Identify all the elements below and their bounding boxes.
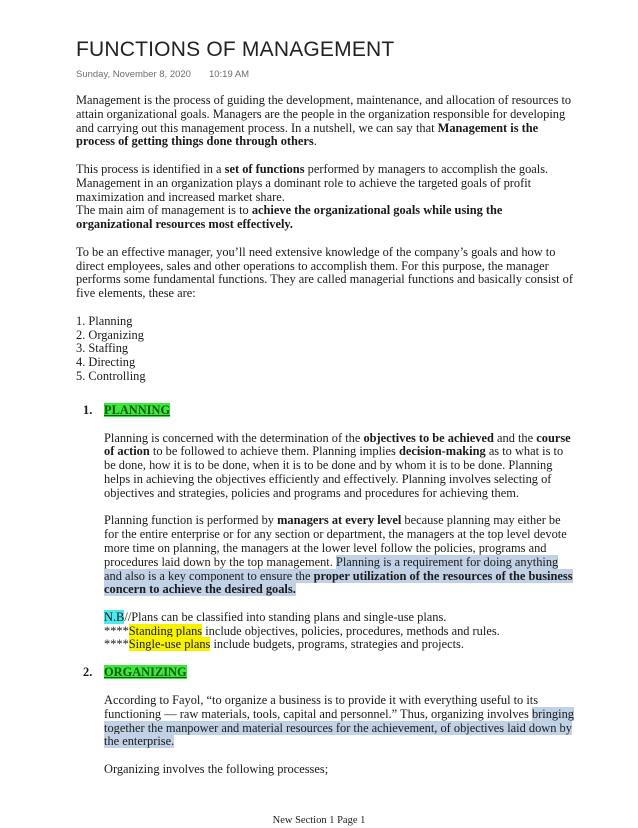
planning-paragraph-1: Planning is concerned with the determination of the objectives to be achieved and the course of action to be followed to achieve them. Planning implies decision-making as to what is to be done, how it is to be done, when it is to be done and by whom it is to be done. Planning helps in achieving the objectives efficiently and effectively. Planning involves selecting of objectives and strategies, policies and programs and procedures for achieving them. xyxy=(104,430,571,500)
intro-paragraph-2: This process is identified in a set of functions performed by managers to accomplish the goals. Management in an organization plays a dominant role to achieve the targeted goals of profit maximization and increased market share. xyxy=(76,161,549,204)
page-footer: New Section 1 Page 1 xyxy=(272,815,366,826)
intro-paragraph-3: The main aim of management is to achieve the organizational goals while using the organizational resources most effectively. xyxy=(76,203,503,232)
list-item: 5. Controlling xyxy=(76,368,146,383)
list-item: 4. Directing xyxy=(76,355,136,370)
organizing-section xyxy=(104,694,574,777)
functions-list xyxy=(76,315,574,384)
list-item: 3. Staffing xyxy=(76,341,129,356)
intro-paragraph-1: Management is the process of guiding the development, maintenance, and allocation of resources to attain organizational goals. Managers are the people in the organization responsible for developing and carrying out this management process. In a nutshell, we can say that Management is the process of getting things done through others. xyxy=(76,93,572,149)
organizing-paragraph-2: Organizing involves the following processes; xyxy=(104,762,329,777)
page-time: 10:19 AM xyxy=(208,69,250,80)
document-body xyxy=(76,94,574,777)
standing-plans-line: ****Standing plans include objectives, policies, procedures, methods and rules. xyxy=(104,623,500,638)
list-item: 2. Organizing xyxy=(76,327,144,342)
single-use-plans-line: ****Single-use plans include budgets, programs, strategies and projects. xyxy=(104,637,464,652)
section-heading-planning: 1. PLANNING xyxy=(83,402,171,417)
page-meta xyxy=(76,69,249,80)
list-item: 1. Planning xyxy=(76,313,133,328)
page-title: FUNCTIONS OF MANAGEMENT xyxy=(76,38,395,61)
section-heading-organizing: 2. ORGANIZING xyxy=(83,665,187,680)
intro-paragraph-4: To be an effective manager, you’ll need extensive knowledge of the company’s goals and how to direct employees, sales and other operations to accomplish them. For this purpose, the manager performs some fundamental functions. They are called managerial functions and basically consist of five elements, these are: xyxy=(76,244,573,301)
page-date: Sunday, November 8, 2020 xyxy=(76,69,191,80)
planning-section xyxy=(104,432,574,653)
planning-paragraph-2: Planning function is performed by managers at every level because planning may either be for the entire enterprise or for any section or department, the managers at the top level devote more time on planning, the managers at the lower level follow the policies, programs and procedures laid down by the top management. Planning is a requirement for doing anything and also is a key component to ensure the proper utilization of the resources of the business concern to achieve the desired goals. xyxy=(104,513,573,597)
organizing-paragraph-1: According to Fayol, “to organize a business is to provide it with everything useful to its functioning — raw materials, tools, capital and personnel.” Thus, organizing involves bringing together the manpower and material resources for the achievement, of objectives laid down by the enterprise. xyxy=(104,693,574,749)
planning-note: N.B//Plans can be classified into standing plans and single-use plans. xyxy=(104,609,447,624)
